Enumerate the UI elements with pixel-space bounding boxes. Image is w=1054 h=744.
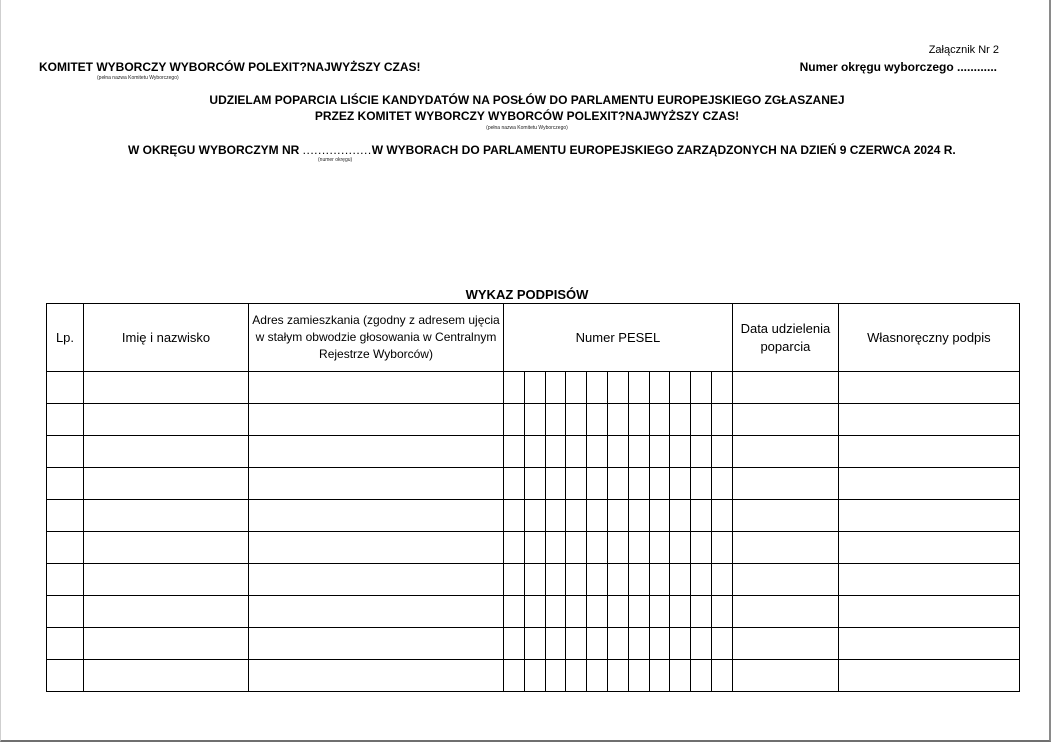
cell-date[interactable] (732, 404, 838, 436)
cell-pesel-digit[interactable] (566, 500, 587, 532)
annex-label: Załącznik Nr 2 (928, 44, 999, 56)
cell-pesel-digit[interactable] (670, 500, 691, 532)
cell-address[interactable] (249, 500, 504, 532)
cell-pesel-digit[interactable] (566, 404, 587, 436)
cell-pesel-digit[interactable] (649, 404, 670, 436)
cell-pesel-digit[interactable] (691, 468, 712, 500)
cell-pesel-digit[interactable] (628, 532, 649, 564)
list-title: WYKAZ PODPISÓW (465, 287, 589, 302)
cell-pesel-digit[interactable] (587, 404, 608, 436)
cell-pesel-digit[interactable] (691, 404, 712, 436)
cell-signature[interactable] (838, 660, 1019, 692)
district-number-label: Numer okręgu wyborczego ............ (799, 60, 997, 74)
cell-pesel-digit[interactable] (504, 628, 525, 660)
district-suffix: W WYBORACH DO PARLAMENTU EUROPEJSKIEGO ZARZĄDZONYCH NA DZIEŃ 9 CZERWCA 2024 R. (371, 143, 956, 157)
cell-pesel-digit[interactable] (587, 628, 608, 660)
cell-date[interactable] (732, 372, 838, 404)
cell-pesel-digit[interactable] (545, 660, 566, 692)
cell-pesel-digit[interactable] (649, 660, 670, 692)
cell-pesel-digit[interactable] (649, 372, 670, 404)
cell-pesel-digit[interactable] (587, 372, 608, 404)
cell-date[interactable] (732, 596, 838, 628)
cell-pesel-digit[interactable] (691, 628, 712, 660)
table-row (47, 468, 1020, 500)
cell-pesel-digit[interactable] (691, 596, 712, 628)
cell-name[interactable] (84, 436, 249, 468)
cell-pesel-digit[interactable] (504, 372, 525, 404)
cell-pesel-digit[interactable] (504, 532, 525, 564)
cell-pesel-digit[interactable] (649, 500, 670, 532)
cell-pesel-digit[interactable] (711, 436, 732, 468)
cell-pesel-digit[interactable] (649, 628, 670, 660)
cell-pesel-digit[interactable] (545, 500, 566, 532)
district-caption: (numer okręgu) (318, 157, 353, 163)
cell-lp[interactable] (47, 564, 84, 596)
cell-pesel-digit[interactable] (545, 532, 566, 564)
cell-address[interactable] (249, 372, 504, 404)
cell-pesel-digit[interactable] (711, 596, 732, 628)
cell-lp[interactable] (47, 596, 84, 628)
cell-pesel-digit[interactable] (691, 500, 712, 532)
cell-date[interactable] (732, 532, 838, 564)
cell-date[interactable] (732, 436, 838, 468)
cell-date[interactable] (732, 564, 838, 596)
district-dots: .................. (302, 143, 372, 157)
cell-pesel-digit[interactable] (524, 500, 545, 532)
cell-pesel-digit[interactable] (691, 372, 712, 404)
cell-pesel-digit[interactable] (711, 404, 732, 436)
cell-pesel-digit[interactable] (504, 404, 525, 436)
cell-pesel-digit[interactable] (524, 660, 545, 692)
cell-address[interactable] (249, 532, 504, 564)
cell-name[interactable] (84, 564, 249, 596)
cell-pesel-digit[interactable] (545, 372, 566, 404)
table-body (47, 372, 1020, 692)
cell-name[interactable] (84, 404, 249, 436)
table-header-row (47, 304, 1020, 372)
cell-lp[interactable] (47, 532, 84, 564)
cell-pesel-digit[interactable] (628, 404, 649, 436)
cell-address[interactable] (249, 596, 504, 628)
cell-pesel-digit[interactable] (524, 628, 545, 660)
cell-pesel-digit[interactable] (587, 532, 608, 564)
cell-pesel-digit[interactable] (566, 436, 587, 468)
cell-pesel-digit[interactable] (628, 436, 649, 468)
table-row (47, 660, 1020, 692)
cell-pesel-digit[interactable] (649, 468, 670, 500)
cell-date[interactable] (732, 500, 838, 532)
cell-pesel-digit[interactable] (711, 628, 732, 660)
cell-pesel-digit[interactable] (587, 564, 608, 596)
cell-date[interactable] (732, 468, 838, 500)
table-row (47, 596, 1020, 628)
cell-pesel-digit[interactable] (691, 564, 712, 596)
cell-pesel-digit[interactable] (628, 564, 649, 596)
district-prefix: W OKRĘGU WYBORCZYM NR (128, 143, 300, 157)
cell-pesel-digit[interactable] (670, 468, 691, 500)
cell-lp[interactable] (47, 500, 84, 532)
table-row (47, 436, 1020, 468)
cell-pesel-digit[interactable] (607, 596, 628, 628)
cell-pesel-digit[interactable] (524, 372, 545, 404)
cell-pesel-digit[interactable] (670, 404, 691, 436)
header-pesel: Numer PESEL (504, 304, 733, 372)
cell-pesel-digit[interactable] (545, 628, 566, 660)
cell-signature[interactable] (838, 564, 1019, 596)
cell-address[interactable] (249, 660, 504, 692)
table-row (47, 372, 1020, 404)
cell-pesel-digit[interactable] (545, 596, 566, 628)
cell-signature[interactable] (838, 372, 1019, 404)
committee-caption: (pełna nazwa Komitetu Wyborczego) (97, 75, 179, 81)
district-line (128, 143, 956, 157)
header-signature: Własnoręczny podpis (838, 304, 1019, 372)
cell-pesel-digit[interactable] (649, 564, 670, 596)
cell-pesel-digit[interactable] (587, 436, 608, 468)
cell-pesel-digit[interactable] (566, 596, 587, 628)
cell-pesel-digit[interactable] (628, 468, 649, 500)
cell-pesel-digit[interactable] (524, 436, 545, 468)
support-caption: (pełna nazwa Komitetu Wyborczego) (486, 125, 568, 131)
cell-name[interactable] (84, 372, 249, 404)
table-row (47, 404, 1020, 436)
cell-pesel-digit[interactable] (524, 564, 545, 596)
cell-signature[interactable] (838, 436, 1019, 468)
cell-pesel-digit[interactable] (711, 660, 732, 692)
cell-pesel-digit[interactable] (504, 660, 525, 692)
cell-pesel-digit[interactable] (566, 372, 587, 404)
cell-pesel-digit[interactable] (691, 660, 712, 692)
cell-address[interactable] (249, 436, 504, 468)
signature-table (46, 303, 1020, 692)
table-row (47, 628, 1020, 660)
cell-pesel-digit[interactable] (566, 628, 587, 660)
cell-pesel-digit[interactable] (524, 404, 545, 436)
cell-pesel-digit[interactable] (628, 372, 649, 404)
cell-pesel-digit[interactable] (607, 372, 628, 404)
cell-address[interactable] (249, 628, 504, 660)
support-line-2: PRZEZ KOMITET WYBORCZY WYBORCÓW POLEXIT?NAJWYŻSZY CZAS! (314, 109, 740, 123)
cell-name[interactable] (84, 596, 249, 628)
cell-pesel-digit[interactable] (628, 596, 649, 628)
cell-pesel-digit[interactable] (587, 660, 608, 692)
cell-signature[interactable] (838, 596, 1019, 628)
cell-pesel-digit[interactable] (504, 564, 525, 596)
cell-pesel-digit[interactable] (607, 404, 628, 436)
cell-pesel-digit[interactable] (504, 596, 525, 628)
cell-pesel-digit[interactable] (670, 372, 691, 404)
cell-pesel-digit[interactable] (607, 532, 628, 564)
cell-lp[interactable] (47, 372, 84, 404)
cell-pesel-digit[interactable] (607, 564, 628, 596)
cell-pesel-digit[interactable] (711, 564, 732, 596)
cell-pesel-digit[interactable] (524, 468, 545, 500)
cell-name[interactable] (84, 532, 249, 564)
cell-pesel-digit[interactable] (504, 500, 525, 532)
cell-pesel-digit[interactable] (649, 436, 670, 468)
cell-pesel-digit[interactable] (691, 532, 712, 564)
cell-lp[interactable] (47, 468, 84, 500)
cell-pesel-digit[interactable] (649, 596, 670, 628)
cell-pesel-digit[interactable] (711, 468, 732, 500)
cell-pesel-digit[interactable] (711, 500, 732, 532)
cell-pesel-digit[interactable] (691, 436, 712, 468)
cell-date[interactable] (732, 660, 838, 692)
cell-pesel-digit[interactable] (711, 532, 732, 564)
cell-address[interactable] (249, 564, 504, 596)
cell-signature[interactable] (838, 500, 1019, 532)
cell-lp[interactable] (47, 660, 84, 692)
header-address: Adres zamieszkania (zgodny z adresem ujęcia w stałym obwodzie głosowania w Centralnym Rejestrze Wyborców) (249, 304, 504, 372)
cell-pesel-digit[interactable] (587, 500, 608, 532)
cell-pesel-digit[interactable] (628, 628, 649, 660)
cell-pesel-digit[interactable] (524, 596, 545, 628)
cell-pesel-digit[interactable] (670, 532, 691, 564)
cell-pesel-digit[interactable] (628, 500, 649, 532)
table-row (47, 564, 1020, 596)
cell-date[interactable] (732, 628, 838, 660)
header-date: Data udzielenia poparcia (732, 304, 838, 372)
cell-signature[interactable] (838, 468, 1019, 500)
cell-pesel-digit[interactable] (607, 500, 628, 532)
support-line-1: UDZIELAM POPARCIA LIŚCIE KANDYDATÓW NA POSŁÓW DO PARLAMENTU EUROPEJSKIEGO ZGŁASZANEJ (209, 93, 845, 107)
cell-pesel-digit[interactable] (566, 564, 587, 596)
cell-pesel-digit[interactable] (545, 564, 566, 596)
table-row (47, 500, 1020, 532)
cell-pesel-digit[interactable] (607, 628, 628, 660)
cell-pesel-digit[interactable] (524, 532, 545, 564)
cell-pesel-digit[interactable] (670, 564, 691, 596)
cell-pesel-digit[interactable] (545, 436, 566, 468)
cell-signature[interactable] (838, 628, 1019, 660)
cell-name[interactable] (84, 468, 249, 500)
cell-pesel-digit[interactable] (504, 468, 525, 500)
cell-pesel-digit[interactable] (670, 436, 691, 468)
cell-pesel-digit[interactable] (607, 436, 628, 468)
cell-pesel-digit[interactable] (504, 436, 525, 468)
cell-signature[interactable] (838, 532, 1019, 564)
cell-name[interactable] (84, 628, 249, 660)
cell-pesel-digit[interactable] (711, 372, 732, 404)
cell-pesel-digit[interactable] (670, 660, 691, 692)
cell-pesel-digit[interactable] (545, 404, 566, 436)
header-lp: Lp. (47, 304, 84, 372)
header-name: Imię i nazwisko (84, 304, 249, 372)
cell-signature[interactable] (838, 404, 1019, 436)
cell-pesel-digit[interactable] (545, 468, 566, 500)
table-row (47, 532, 1020, 564)
cell-name[interactable] (84, 500, 249, 532)
cell-pesel-digit[interactable] (587, 596, 608, 628)
cell-pesel-digit[interactable] (566, 660, 587, 692)
cell-name[interactable] (84, 660, 249, 692)
cell-address[interactable] (249, 404, 504, 436)
cell-pesel-digit[interactable] (649, 532, 670, 564)
cell-pesel-digit[interactable] (587, 468, 608, 500)
cell-pesel-digit[interactable] (607, 468, 628, 500)
cell-pesel-digit[interactable] (670, 596, 691, 628)
cell-pesel-digit[interactable] (607, 660, 628, 692)
committee-name: KOMITET WYBORCZY WYBORCÓW POLEXIT?NAJWYŻSZY CZAS! (39, 60, 421, 74)
cell-lp[interactable] (47, 628, 84, 660)
cell-address[interactable] (249, 468, 504, 500)
cell-lp[interactable] (47, 436, 84, 468)
cell-lp[interactable] (47, 404, 84, 436)
cell-pesel-digit[interactable] (566, 468, 587, 500)
cell-pesel-digit[interactable] (628, 660, 649, 692)
cell-pesel-digit[interactable] (670, 628, 691, 660)
cell-pesel-digit[interactable] (566, 532, 587, 564)
